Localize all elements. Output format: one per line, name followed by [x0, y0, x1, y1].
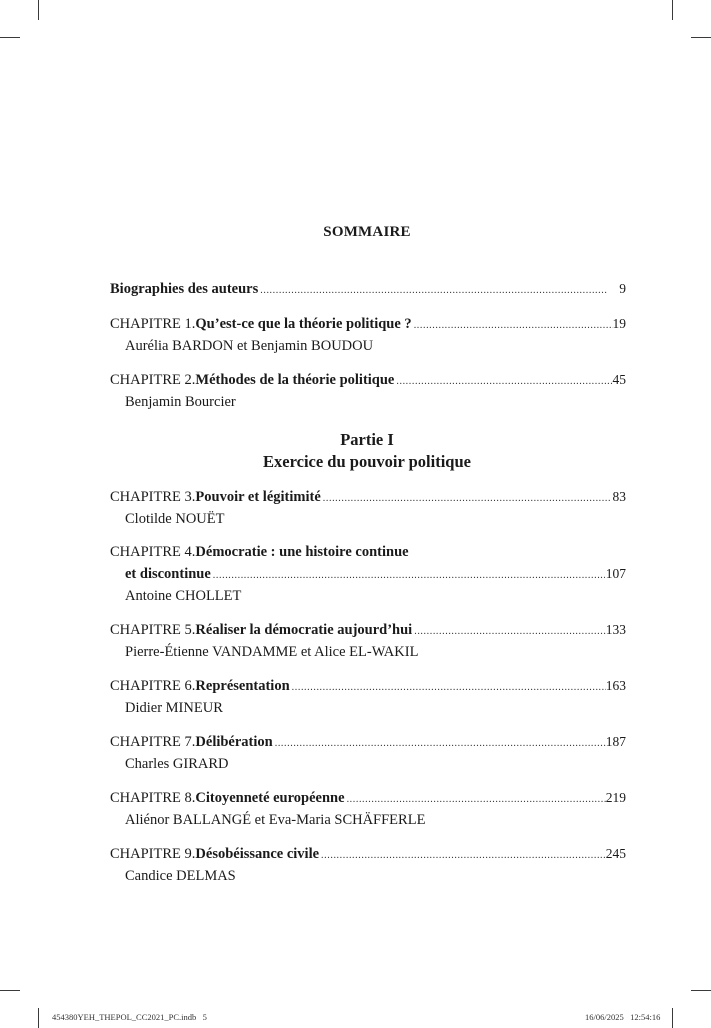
chapter-title: Délibération [195, 734, 273, 750]
toc-page-number: 163 [605, 678, 626, 693]
chapter-author: Pierre-Étienne VANDAMME et Alice EL-WAKIL [125, 644, 419, 660]
leader-dots [347, 789, 606, 810]
chapter-author: Candice DELMAS [125, 868, 236, 884]
toc-page-number: 133 [605, 622, 626, 637]
chapter-prefix: CHAPITRE 6. [110, 678, 196, 694]
chapter-prefix: CHAPITRE 8. [110, 790, 196, 806]
crop-mark [38, 1008, 39, 1028]
part-number: Partie I [340, 430, 394, 449]
chapter-title: Citoyenneté européenne [195, 790, 345, 806]
crop-mark [38, 0, 39, 20]
toc-entry [110, 843, 626, 887]
toc-entry [110, 542, 626, 607]
chapter-prefix: CHAPITRE 9. [110, 846, 196, 862]
print-slug-filename: 454380YEH_THEPOL_CC2021_PC.indb 5 [52, 1012, 207, 1022]
chapter-author: Antoine CHOLLET [125, 588, 242, 604]
leader-dots [275, 733, 606, 754]
toc-page-number: 107 [605, 566, 626, 581]
toc-page-number: 187 [605, 734, 626, 749]
chapter-author: Charles GIRARD [125, 756, 229, 772]
crop-mark [0, 37, 20, 38]
chapter-title-continued: et discontinue [125, 566, 211, 582]
toc-page-number: 45 [612, 372, 626, 387]
chapter-title: Représentation [195, 678, 290, 694]
chapter-title: Qu’est-ce que la théorie politique ? [195, 316, 412, 332]
leader-dots [292, 677, 606, 698]
toc-entry [110, 278, 626, 301]
chapter-author: Benjamin Bourcier [125, 394, 236, 410]
chapter-prefix: CHAPITRE 5. [110, 622, 196, 638]
leader-dots [396, 371, 612, 392]
chapter-title: Démocratie : une histoire continue [195, 544, 409, 560]
chapter-title: Méthodes de la théorie politique [195, 372, 395, 388]
chapter-prefix: CHAPITRE 7. [110, 734, 196, 750]
toc-page-number: 219 [605, 790, 626, 805]
toc-page-number: 83 [612, 489, 626, 504]
leader-dots [414, 621, 606, 642]
crop-mark [691, 37, 711, 38]
crop-mark [672, 0, 673, 20]
toc-page-number: 245 [605, 846, 626, 861]
chapter-title: Désobéissance civile [195, 846, 320, 862]
chapter-title: Réaliser la démocratie aujourd’hui [195, 622, 413, 638]
chapter-author: Clotilde NOUËT [125, 511, 225, 527]
leader-dots [414, 315, 613, 336]
toc-entry [110, 486, 626, 530]
toc-entry [110, 369, 626, 413]
chapter-author: Aliénor BALLANGÉ et Eva-Maria SCHÄFFERLE [125, 812, 426, 828]
chapter-author: Aurélia BARDON et Benjamin BOUDOU [125, 338, 374, 354]
leader-dots [321, 845, 606, 866]
leader-dots [260, 280, 607, 301]
crop-mark [691, 990, 711, 991]
leader-dots [323, 488, 611, 509]
chapter-prefix: CHAPITRE 1. [110, 316, 196, 332]
chapter-title: Pouvoir et légitimité [195, 489, 321, 505]
crop-mark [0, 990, 20, 991]
chapter-prefix: CHAPITRE 4. [110, 544, 196, 560]
chapter-author: Didier MINEUR [125, 700, 223, 716]
toc-entry [110, 675, 626, 719]
toc-entry [110, 619, 626, 663]
chapter-prefix: CHAPITRE 3. [110, 489, 196, 505]
toc-page-number: 9 [619, 281, 626, 296]
toc-entry-title: Biographies des auteurs [110, 281, 259, 297]
toc-entry [110, 787, 626, 831]
chapter-prefix: CHAPITRE 2. [110, 372, 196, 388]
part-title: Exercice du pouvoir politique [263, 452, 471, 471]
print-slug-timestamp: 16/06/2025 12:54:16 [585, 1012, 661, 1022]
toc-entry [110, 731, 626, 775]
crop-mark [672, 1008, 673, 1028]
toc-page-number: 19 [612, 316, 626, 331]
toc-entry [110, 313, 626, 357]
page-title: SOMMAIRE [323, 224, 411, 240]
leader-dots [213, 565, 605, 586]
